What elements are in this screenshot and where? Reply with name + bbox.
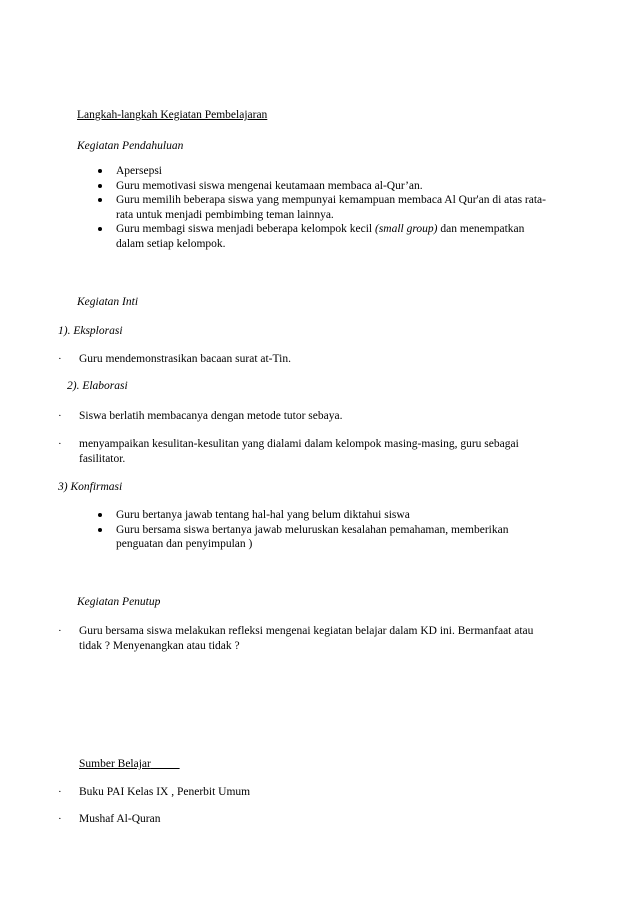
bullet-dot: ·	[58, 625, 62, 637]
bullet-dot: ·	[58, 786, 62, 798]
item-text: dan menempatkan dalam setiap kelompok.	[116, 223, 525, 250]
list-item: Apersepsi	[96, 164, 548, 179]
elaborasi-item: Siswa berlatih membacanya dengan metode tutor sebaya.	[79, 410, 343, 422]
bullet-dot: ·	[58, 353, 62, 365]
inti-heading: Kegiatan Inti	[77, 296, 139, 308]
bullet-dot: ·	[58, 438, 62, 450]
item-text: Guru membagi siswa menjadi beberapa kelompok kecil	[116, 223, 375, 235]
list-item: Guru memilih beberapa siswa yang mempunyai kemampuan membaca Al Qur'an di atas rata-rata untuk menjadi pembimbing teman lainnya.	[96, 193, 548, 222]
pendahuluan-heading: Kegiatan Pendahuluan	[77, 140, 184, 152]
section-title: Langkah-langkah Kegiatan Pembelajaran	[77, 109, 268, 121]
sumber-heading	[79, 757, 180, 772]
eksplorasi-item: Guru mendemonstrasikan bacaan surat at-Tin.	[79, 353, 291, 365]
list-item	[96, 222, 548, 251]
list-item: Guru memotivasi siswa mengenai keutamaan membaca al-Qur’an.	[96, 179, 548, 194]
konfirmasi-list	[96, 508, 536, 552]
pendahuluan-list	[96, 164, 548, 251]
list-item: Guru bersama siswa bertanya jawab meluruskan kesalahan pemahaman, memberikan penguatan dan penyimpulan )	[96, 523, 536, 552]
bullet-dot: ·	[58, 410, 62, 422]
heading-underline-tail	[151, 758, 180, 770]
penutup-heading: Kegiatan Penutup	[77, 596, 161, 608]
sumber-item: Buku PAI Kelas IX , Penerbit Umum	[79, 786, 251, 798]
sumber-heading-text: Sumber Belajar	[79, 758, 151, 770]
sumber-item: Mushaf Al-Quran	[79, 813, 161, 825]
elaborasi-heading: 2). Elaborasi	[67, 380, 128, 392]
list-item: Guru bertanya jawab tentang hal-hal yang belum diktahui siswa	[96, 508, 536, 523]
penutup-item: Guru bersama siswa melakukan refleksi mengenai kegiatan belajar dalam KD ini. Bermanfaat atau tidak ? Menyenangkan atau tidak ?	[79, 625, 534, 652]
bullet-dot: ·	[58, 813, 62, 825]
eksplorasi-heading: 1). Eksplorasi	[58, 325, 123, 337]
item-text-italic: (small group)	[375, 223, 438, 235]
konfirmasi-heading: 3) Konfirmasi	[58, 481, 123, 493]
elaborasi-item: menyampaikan kesulitan-kesulitan yang dialami dalam kelompok masing-masing, guru sebagai fasilitator.	[79, 438, 519, 465]
